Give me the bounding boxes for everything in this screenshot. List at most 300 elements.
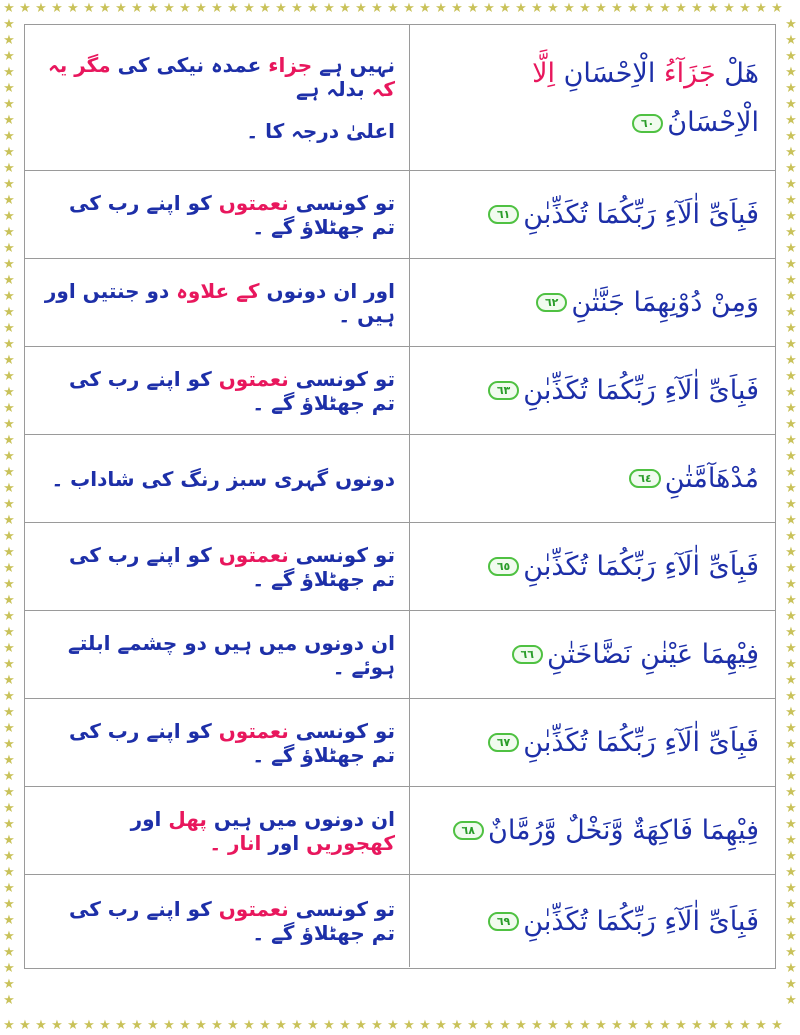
star-icon: ★ <box>3 385 15 400</box>
ayah-number-badge: ٦٢ <box>536 293 567 312</box>
star-icon: ★ <box>3 129 15 144</box>
star-icon: ★ <box>643 1018 655 1033</box>
star-icon: ★ <box>785 337 797 352</box>
urdu-translation-text <box>39 53 395 101</box>
urdu-translation-text-line2: اعلیٰ درجہ کا ۔ <box>246 118 395 143</box>
star-icon: ★ <box>339 1 351 16</box>
star-icon: ★ <box>259 1018 271 1033</box>
star-icon: ★ <box>707 1 719 16</box>
star-icon: ★ <box>785 33 797 48</box>
star-icon: ★ <box>785 129 797 144</box>
star-icon: ★ <box>3 929 15 944</box>
star-icon: ★ <box>785 81 797 96</box>
star-icon: ★ <box>3 833 15 848</box>
urdu-word: تو کونسی <box>288 718 395 743</box>
star-icon: ★ <box>435 1018 447 1033</box>
star-icon: ★ <box>643 1 655 16</box>
star-icon: ★ <box>3 113 15 128</box>
star-icon: ★ <box>291 1018 303 1033</box>
star-icon: ★ <box>339 1018 351 1033</box>
star-icon: ★ <box>785 897 797 912</box>
star-icon: ★ <box>785 209 797 224</box>
star-icon: ★ <box>355 1 367 16</box>
star-icon: ★ <box>307 1018 319 1033</box>
star-icon: ★ <box>785 673 797 688</box>
star-icon: ★ <box>627 1 639 16</box>
star-icon: ★ <box>179 1 191 16</box>
arabic-word: جَزَآءُ <box>655 57 716 89</box>
star-icon: ★ <box>785 273 797 288</box>
star-icon: ★ <box>3 353 15 368</box>
star-icon: ★ <box>3 289 15 304</box>
star-icon: ★ <box>739 1 751 16</box>
star-icon: ★ <box>563 1 575 16</box>
arabic-verse-text: فَبِاَیِّ اٰلَآءِ رَبِّكُمَا تُكَذِّبٰنِ <box>523 199 759 230</box>
ayah-number-badge: ٦٦ <box>512 645 543 664</box>
star-icon: ★ <box>3 529 15 544</box>
star-icon: ★ <box>3 849 15 864</box>
star-icon: ★ <box>3 161 15 176</box>
urdu-translation-text <box>39 807 395 855</box>
urdu-word: کو اپنے رب کی تم جھٹلاؤ گے ۔ <box>68 542 395 591</box>
urdu-word: اور <box>261 830 300 855</box>
star-icon: ★ <box>3 145 15 160</box>
star-icon: ★ <box>3 369 15 384</box>
star-icon: ★ <box>785 401 797 416</box>
star-icon: ★ <box>691 1 703 16</box>
ayah-number-badge: ٦٣ <box>488 381 519 400</box>
star-icon: ★ <box>785 321 797 336</box>
urdu-translation-cell <box>25 347 410 434</box>
star-icon: ★ <box>371 1 383 16</box>
star-icon: ★ <box>785 17 797 32</box>
star-icon: ★ <box>371 1018 383 1033</box>
arabic-verse-text-line2 <box>628 107 759 138</box>
star-icon: ★ <box>785 865 797 880</box>
star-icon: ★ <box>739 1018 751 1033</box>
star-icon: ★ <box>785 385 797 400</box>
star-icon: ★ <box>3 945 15 960</box>
urdu-translation-cell <box>25 611 410 698</box>
star-icon: ★ <box>275 1 287 16</box>
star-icon: ★ <box>785 113 797 128</box>
star-icon: ★ <box>3 497 15 512</box>
arabic-verse-cell <box>410 699 775 786</box>
ayah-number-badge: ٦٥ <box>488 557 519 576</box>
arabic-verse-cell <box>410 171 775 258</box>
star-icon: ★ <box>3 481 15 496</box>
urdu-translation-text <box>39 279 395 327</box>
star-icon: ★ <box>755 1018 767 1033</box>
star-icon: ★ <box>675 1 687 16</box>
star-icon: ★ <box>3 561 15 576</box>
star-icon: ★ <box>3 433 15 448</box>
star-icon: ★ <box>531 1 543 16</box>
star-icon: ★ <box>611 1 623 16</box>
star-icon: ★ <box>3 625 15 640</box>
star-icon: ★ <box>67 1 79 16</box>
star-icon: ★ <box>785 353 797 368</box>
ayah-number-badge: ٦٧ <box>488 733 519 752</box>
arabic-word: هَلْ <box>715 57 759 89</box>
urdu-translation-text <box>39 897 395 945</box>
ayah-number-badge: ٦٩ <box>488 912 519 931</box>
blank-footer-area <box>24 970 776 1010</box>
star-icon: ★ <box>99 1018 111 1033</box>
urdu-translation-cell <box>25 25 410 170</box>
star-icon: ★ <box>595 1018 607 1033</box>
star-icon: ★ <box>19 1018 31 1033</box>
star-icon: ★ <box>3 417 15 432</box>
star-icon: ★ <box>785 705 797 720</box>
star-icon: ★ <box>3 657 15 672</box>
star-icon: ★ <box>259 1 271 16</box>
star-icon: ★ <box>563 1018 575 1033</box>
star-icon: ★ <box>785 49 797 64</box>
star-icon: ★ <box>195 1018 207 1033</box>
star-icon: ★ <box>755 1 767 16</box>
star-icon: ★ <box>785 769 797 784</box>
urdu-word: نعمتوں <box>211 542 289 567</box>
arabic-verse-cell <box>410 523 775 610</box>
star-icon: ★ <box>515 1 527 16</box>
star-icon: ★ <box>387 1 399 16</box>
star-icon: ★ <box>611 1018 623 1033</box>
arabic-verse-cell <box>410 611 775 698</box>
star-icon: ★ <box>3 305 15 320</box>
star-icon: ★ <box>307 1 319 16</box>
star-icon: ★ <box>785 737 797 752</box>
star-icon: ★ <box>3 513 15 528</box>
star-icon: ★ <box>785 593 797 608</box>
urdu-translation-cell <box>25 259 410 346</box>
star-icon: ★ <box>785 657 797 672</box>
star-icon: ★ <box>3 49 15 64</box>
star-icon: ★ <box>785 433 797 448</box>
arabic-word: الْاِحْسَانِ <box>555 57 656 89</box>
star-icon: ★ <box>3 577 15 592</box>
verse-row <box>25 171 775 259</box>
star-icon: ★ <box>785 513 797 528</box>
urdu-word: تو کونسی <box>288 542 395 567</box>
verse-row <box>25 259 775 347</box>
ayah-number-badge: ٦٤ <box>629 469 660 488</box>
verse-row <box>25 699 775 787</box>
star-icon: ★ <box>3 257 15 272</box>
star-icon: ★ <box>785 849 797 864</box>
star-icon: ★ <box>3 193 15 208</box>
urdu-word: کے علاوہ <box>169 278 260 303</box>
star-icon: ★ <box>51 1018 63 1033</box>
urdu-word: انار ۔ <box>209 830 262 855</box>
star-icon: ★ <box>3 673 15 688</box>
star-icon: ★ <box>3 721 15 736</box>
star-icon: ★ <box>211 1018 223 1033</box>
star-icon: ★ <box>403 1 415 16</box>
star-icon: ★ <box>785 961 797 976</box>
star-icon: ★ <box>3 977 15 992</box>
arabic-verse-cell <box>410 347 775 434</box>
star-icon: ★ <box>131 1018 143 1033</box>
star-icon: ★ <box>3 769 15 784</box>
urdu-translation-cell <box>25 435 410 522</box>
verse-row <box>25 523 775 611</box>
star-icon: ★ <box>785 785 797 800</box>
star-icon: ★ <box>785 881 797 896</box>
urdu-word: نعمتوں <box>211 897 289 921</box>
star-icon: ★ <box>195 1 207 16</box>
urdu-translation-text <box>39 543 395 591</box>
urdu-word: پھل <box>161 806 207 831</box>
star-icon: ★ <box>515 1018 527 1033</box>
star-icon: ★ <box>451 1 463 16</box>
star-icon: ★ <box>785 161 797 176</box>
star-icon: ★ <box>3 65 15 80</box>
star-icon: ★ <box>35 1018 47 1033</box>
urdu-word: نعمتوں <box>211 190 289 215</box>
star-icon: ★ <box>131 1 143 16</box>
star-icon: ★ <box>3 241 15 256</box>
star-icon: ★ <box>3 465 15 480</box>
star-icon: ★ <box>3 897 15 912</box>
star-icon: ★ <box>3 609 15 624</box>
urdu-translation-cell <box>25 699 410 786</box>
star-icon: ★ <box>163 1018 175 1033</box>
urdu-translation-text <box>39 719 395 767</box>
arabic-verse-text <box>532 58 759 89</box>
star-icon: ★ <box>3 817 15 832</box>
arabic-word: اِلَّا <box>532 57 556 89</box>
star-icon: ★ <box>3 785 15 800</box>
star-icon: ★ <box>531 1018 543 1033</box>
star-icon: ★ <box>785 449 797 464</box>
arabic-verse-text: فَبِاَیِّ اٰلَآءِ رَبِّكُمَا تُكَذِّبٰنِ <box>523 375 759 406</box>
star-icon: ★ <box>3 881 15 896</box>
urdu-word: عمدہ نیکی کی <box>110 52 262 77</box>
star-icon: ★ <box>771 1 783 16</box>
star-icon: ★ <box>451 1018 463 1033</box>
star-icon: ★ <box>659 1 671 16</box>
star-icon: ★ <box>3 961 15 976</box>
star-icon: ★ <box>243 1 255 16</box>
verse-row <box>25 25 775 171</box>
star-icon: ★ <box>3 401 15 416</box>
star-icon: ★ <box>785 465 797 480</box>
star-icon: ★ <box>785 417 797 432</box>
star-icon: ★ <box>67 1018 79 1033</box>
star-icon: ★ <box>291 1 303 16</box>
urdu-word: کو اپنے رب کی تم جھٹلاؤ گے ۔ <box>68 718 395 767</box>
star-icon: ★ <box>19 1 31 16</box>
urdu-word: تو کونسی <box>288 897 395 921</box>
star-icon: ★ <box>785 177 797 192</box>
star-icon: ★ <box>3 321 15 336</box>
star-icon: ★ <box>785 817 797 832</box>
star-icon: ★ <box>499 1 511 16</box>
urdu-word: کھجوریں <box>299 830 395 855</box>
star-icon: ★ <box>419 1018 431 1033</box>
star-icon: ★ <box>785 689 797 704</box>
star-icon: ★ <box>723 1018 735 1033</box>
arabic-verse-text: فِیْهِمَا فَاكِهَةٌ وَّنَخْلٌ وَّرُمَّانٌ <box>487 815 759 846</box>
star-icon: ★ <box>483 1018 495 1033</box>
star-icon: ★ <box>3 1018 15 1033</box>
urdu-word: اور ان دونوں <box>259 278 395 303</box>
arabic-verse-cell <box>410 787 775 874</box>
star-icon: ★ <box>3 993 15 1008</box>
star-icon: ★ <box>3 449 15 464</box>
urdu-translation-text <box>39 191 395 239</box>
star-icon: ★ <box>785 257 797 272</box>
urdu-word: دو جنتیں اور ہیں ۔ <box>44 278 395 327</box>
star-icon: ★ <box>785 65 797 80</box>
star-icon: ★ <box>3 97 15 112</box>
star-icon: ★ <box>435 1 447 16</box>
star-icon: ★ <box>785 721 797 736</box>
star-icon: ★ <box>785 481 797 496</box>
star-icon: ★ <box>785 945 797 960</box>
star-icon: ★ <box>785 833 797 848</box>
star-icon: ★ <box>355 1018 367 1033</box>
star-icon: ★ <box>499 1018 511 1033</box>
urdu-translation-cell <box>25 787 410 874</box>
star-icon: ★ <box>3 81 15 96</box>
star-icon: ★ <box>51 1 63 16</box>
star-icon: ★ <box>387 1018 399 1033</box>
star-icon: ★ <box>707 1018 719 1033</box>
urdu-word: دونوں گہری سبز رنگ کی شاداب ۔ <box>51 466 395 491</box>
star-icon: ★ <box>785 369 797 384</box>
star-icon: ★ <box>163 1 175 16</box>
star-icon: ★ <box>3 593 15 608</box>
star-icon: ★ <box>3 737 15 752</box>
star-icon: ★ <box>3 705 15 720</box>
urdu-translation-cell <box>25 875 410 967</box>
star-icon: ★ <box>785 497 797 512</box>
verse-row <box>25 787 775 875</box>
star-icon: ★ <box>785 929 797 944</box>
urdu-word: ان دونوں میں ہیں دو چشمے ابلتے ہوئے ۔ <box>68 630 395 679</box>
ayah-number-badge: ٦١ <box>488 205 519 224</box>
star-icon: ★ <box>785 545 797 560</box>
star-icon: ★ <box>785 289 797 304</box>
urdu-translation-cell <box>25 523 410 610</box>
star-icon: ★ <box>691 1018 703 1033</box>
urdu-word: نعمتوں <box>211 366 289 391</box>
star-icon: ★ <box>243 1018 255 1033</box>
ayah-number-badge: ٦٨ <box>453 821 484 840</box>
star-icon: ★ <box>35 1 47 16</box>
star-icon: ★ <box>785 561 797 576</box>
star-icon: ★ <box>3 337 15 352</box>
star-icon: ★ <box>275 1018 287 1033</box>
ayah-number-badge: ٦٠ <box>632 114 663 133</box>
star-icon: ★ <box>83 1018 95 1033</box>
arabic-verse-cell <box>410 435 775 522</box>
star-icon: ★ <box>579 1 591 16</box>
urdu-word: مگر یہ کہ <box>48 52 395 101</box>
star-icon: ★ <box>547 1018 559 1033</box>
star-icon: ★ <box>227 1 239 16</box>
verse-row <box>25 435 775 523</box>
urdu-translation-cell <box>25 171 410 258</box>
star-icon: ★ <box>723 1 735 16</box>
star-icon: ★ <box>323 1 335 16</box>
star-icon: ★ <box>323 1018 335 1033</box>
urdu-word: ان دونوں میں ہیں <box>206 806 395 831</box>
urdu-word: تو کونسی <box>288 190 395 215</box>
star-icon: ★ <box>467 1018 479 1033</box>
star-icon: ★ <box>785 529 797 544</box>
urdu-translation-text <box>39 367 395 415</box>
star-icon: ★ <box>785 225 797 240</box>
star-icon: ★ <box>211 1 223 16</box>
star-icon: ★ <box>3 225 15 240</box>
star-icon: ★ <box>3 177 15 192</box>
star-icon: ★ <box>483 1 495 16</box>
urdu-translation-text <box>39 631 395 679</box>
star-icon: ★ <box>3 33 15 48</box>
arabic-verse-text: وَمِنْ دُوْنِهِمَا جَنَّتٰنِ <box>571 287 759 318</box>
star-icon: ★ <box>595 1 607 16</box>
star-icon: ★ <box>785 193 797 208</box>
star-icon: ★ <box>579 1018 591 1033</box>
star-icon: ★ <box>785 625 797 640</box>
star-icon: ★ <box>3 801 15 816</box>
star-icon: ★ <box>3 689 15 704</box>
star-icon: ★ <box>83 1 95 16</box>
arabic-verse-text: فَبِاَیِّ اٰلَآءِ رَبِّكُمَا تُكَذِّبٰنِ <box>523 905 759 937</box>
star-icon: ★ <box>3 913 15 928</box>
urdu-word: نہیں ہے <box>312 52 395 77</box>
star-icon: ★ <box>3 209 15 224</box>
star-icon: ★ <box>785 977 797 992</box>
verse-table <box>24 24 776 969</box>
arabic-word: الْاِحْسَانُ <box>667 106 759 138</box>
star-icon: ★ <box>785 993 797 1008</box>
star-icon: ★ <box>99 1 111 16</box>
star-icon: ★ <box>3 1 15 16</box>
star-icon: ★ <box>785 753 797 768</box>
star-icon: ★ <box>3 545 15 560</box>
star-icon: ★ <box>659 1018 671 1033</box>
star-icon: ★ <box>179 1018 191 1033</box>
star-icon: ★ <box>467 1 479 16</box>
star-icon: ★ <box>627 1018 639 1033</box>
star-icon: ★ <box>547 1 559 16</box>
arabic-verse-cell <box>410 259 775 346</box>
arabic-verse-cell <box>410 25 775 170</box>
star-icon: ★ <box>785 305 797 320</box>
star-icon: ★ <box>785 609 797 624</box>
urdu-word: نعمتوں <box>211 718 289 743</box>
star-icon: ★ <box>771 1018 783 1033</box>
urdu-word: کو اپنے رب کی تم جھٹلاؤ گے ۔ <box>68 366 395 415</box>
verse-row <box>25 611 775 699</box>
star-icon: ★ <box>419 1 431 16</box>
star-icon: ★ <box>675 1018 687 1033</box>
star-icon: ★ <box>785 913 797 928</box>
star-icon: ★ <box>403 1018 415 1033</box>
verse-row <box>25 875 775 967</box>
arabic-verse-text: مُدْهَآمَّتٰنِ <box>664 463 759 494</box>
urdu-word: اور <box>130 806 162 831</box>
urdu-word: جزاء <box>261 52 313 77</box>
star-icon: ★ <box>115 1018 127 1033</box>
star-icon: ★ <box>115 1 127 16</box>
urdu-word: کو اپنے رب کی تم جھٹلاؤ گے ۔ <box>68 190 395 239</box>
urdu-translation-text <box>52 467 395 491</box>
